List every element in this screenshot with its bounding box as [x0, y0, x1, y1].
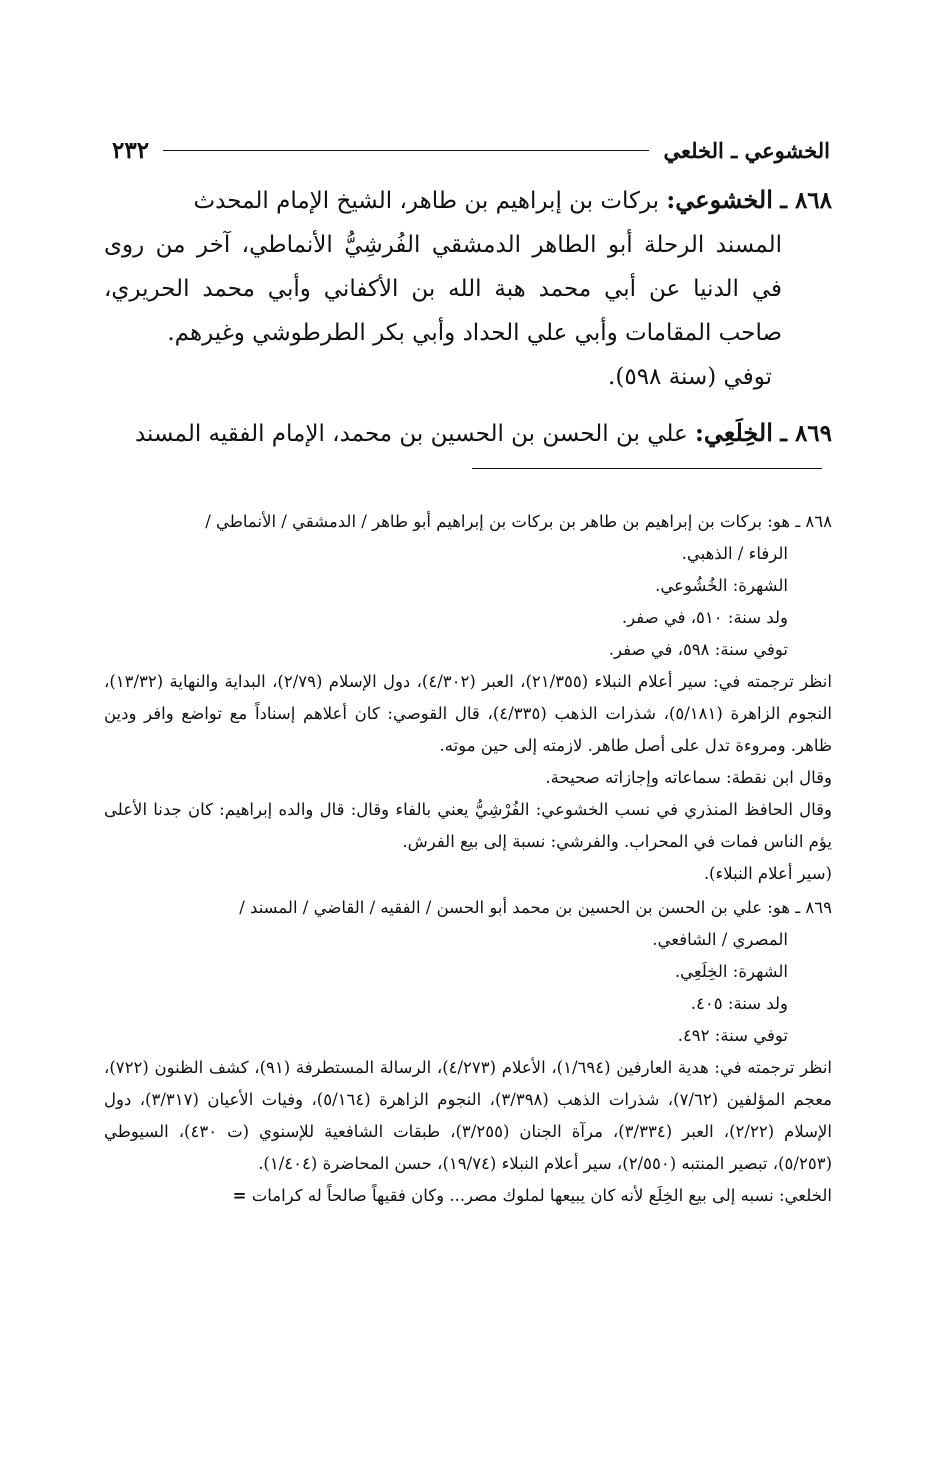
footnote-born: ولد سنة: ٥١٠، في صفر.: [621, 608, 788, 627]
footnotes: [104, 506, 832, 1214]
footnote-died: توفي سنة: ٥٩٨، في صفر.: [608, 640, 788, 659]
footnote-lead: ٨٦٨ ـ هو: بركات بن إبراهيم بن طاهر بن بركات بن إبراهيم أبو طاهر / الدمشقي / الأنماطي /: [205, 512, 832, 531]
entry-death: توفي (سنة ٥٩٨).: [608, 364, 772, 390]
footnote-868: [104, 506, 832, 890]
entry-text: علي بن الحسن بن الحسين بن محمد، الإمام الفقيه المسند: [134, 421, 688, 447]
footnote-fame: الشهرة: الخُشُوعي.: [655, 576, 788, 595]
running-title: الخشوعي ـ الخلعي: [663, 137, 830, 163]
footnote-mundhiri: وقال الحافظ المنذري في نسب الخشوعي: الفُرْشِيُّ يعني بالفاء وقال: قال والده إبراهيم: كان جدنا الأعلى يؤم الناس فمات في المحراب. والفرشي: نسبة إلى بيع الفرش.: [104, 800, 832, 851]
footnote-died: توفي سنة: ٤٩٢.: [677, 1026, 788, 1045]
entry-869: [104, 411, 832, 456]
entry-text: بركات بن إبراهيم بن طاهر، الشيخ الإمام المحدث: [193, 188, 660, 214]
entry-number: ٨٦٨ ـ: [780, 187, 832, 214]
footnote-ibn-nuqta: وقال ابن نقطة: سماعاته وإجازاته صحيحة.: [545, 768, 832, 787]
footnote-869: [104, 892, 832, 1212]
continuation-mark: =: [232, 1186, 247, 1205]
footnote-fame: الشهرة: الخِلَعِي.: [674, 962, 788, 981]
footnote-separator: [472, 468, 822, 469]
footnote-references: انظر ترجمته في: سير أعلام النبلاء (٢١/٣٥٥)، العبر (٤/٣٠٢)، دول الإسلام (٢/٧٩)، البداية والنهاية (١٣/٣٢)، النجوم الزاهرة (٥/١٨١)، شذرات الذهب (٤/٣٣٥)، قال القوصي: كان أعلاهم إسناداً مع تواضع وافر ودين ظاهر. ومروءة تدل على أصل طاهر. لازمته إلى حين موته.: [104, 672, 832, 755]
footnote-khilai: [104, 1180, 832, 1212]
running-header: [112, 130, 830, 170]
footnote-lead: ٨٦٩ ـ هو: علي بن الحسن بن الحسين بن محمد أبو الحسن / الفقيه / القاضي / المسند /: [239, 898, 832, 917]
page-number: ٢٣٢: [112, 136, 150, 164]
entry-name: الخِلَعِي:: [695, 418, 773, 447]
footnote-lead-continued: المصري / الشافعي.: [652, 930, 788, 949]
entry-number: ٨٦٩ ـ: [780, 420, 832, 447]
footnote-references: انظر ترجمته في: هدية العارفين (١/٦٩٤)، الأعلام (٤/٢٧٣)، الرسالة المستطرفة (٩١)، كشف الظنون (٧٢٢)، معجم المؤلفين (٧/٦٢)، شذرات الذهب (٣/٣٩٨)، النجوم الزاهرة (٥/١٦٤)، وفيات الأعيان (٣/٣١٧)، دول الإسلام (٢/٢٢)، العبر (٣/٣٣٤)، مرآة الجنان (٣/٢٥٥)، طبقات الشافعية للإسنوي (ت ٤٣٠)، السيوطي (٥/٢٥٣)، تبصير المنتبه (٢/٥٥٠)، سير أعلام النبلاء (١٩/٧٤)، حسن المحاضرة (١/٤٠٤).: [104, 1058, 833, 1173]
main-text: [104, 178, 832, 456]
header-rule: [163, 150, 649, 151]
entry-text-continued: المسند الرحلة أبو الطاهر الدمشقي الفُرشِيُّ الأنماطي، آخر من روى في الدنيا عن أبي محمد هبة الله بن الأكفاني وأبي محمد الحريري، صاحب المقامات وأبي علي الحداد وأبي بكر الطرطوشي وغيرهم.: [104, 232, 782, 346]
entry-name: الخشوعي:: [666, 185, 773, 214]
footnote-source: (سير أعلام النبلاء).: [703, 864, 832, 883]
entry-868: [104, 178, 832, 399]
footnote-born: ولد سنة: ٤٠٥.: [690, 994, 788, 1013]
footnote-khilai-text: الخلعي: نسبه إلى بيع الخِلَع لأنه كان يبيعها لملوك مصر... وكان فقيهاً صالحاً له كرامات: [251, 1186, 832, 1205]
footnote-lead-continued: الرفاء / الذهبي.: [681, 544, 788, 563]
